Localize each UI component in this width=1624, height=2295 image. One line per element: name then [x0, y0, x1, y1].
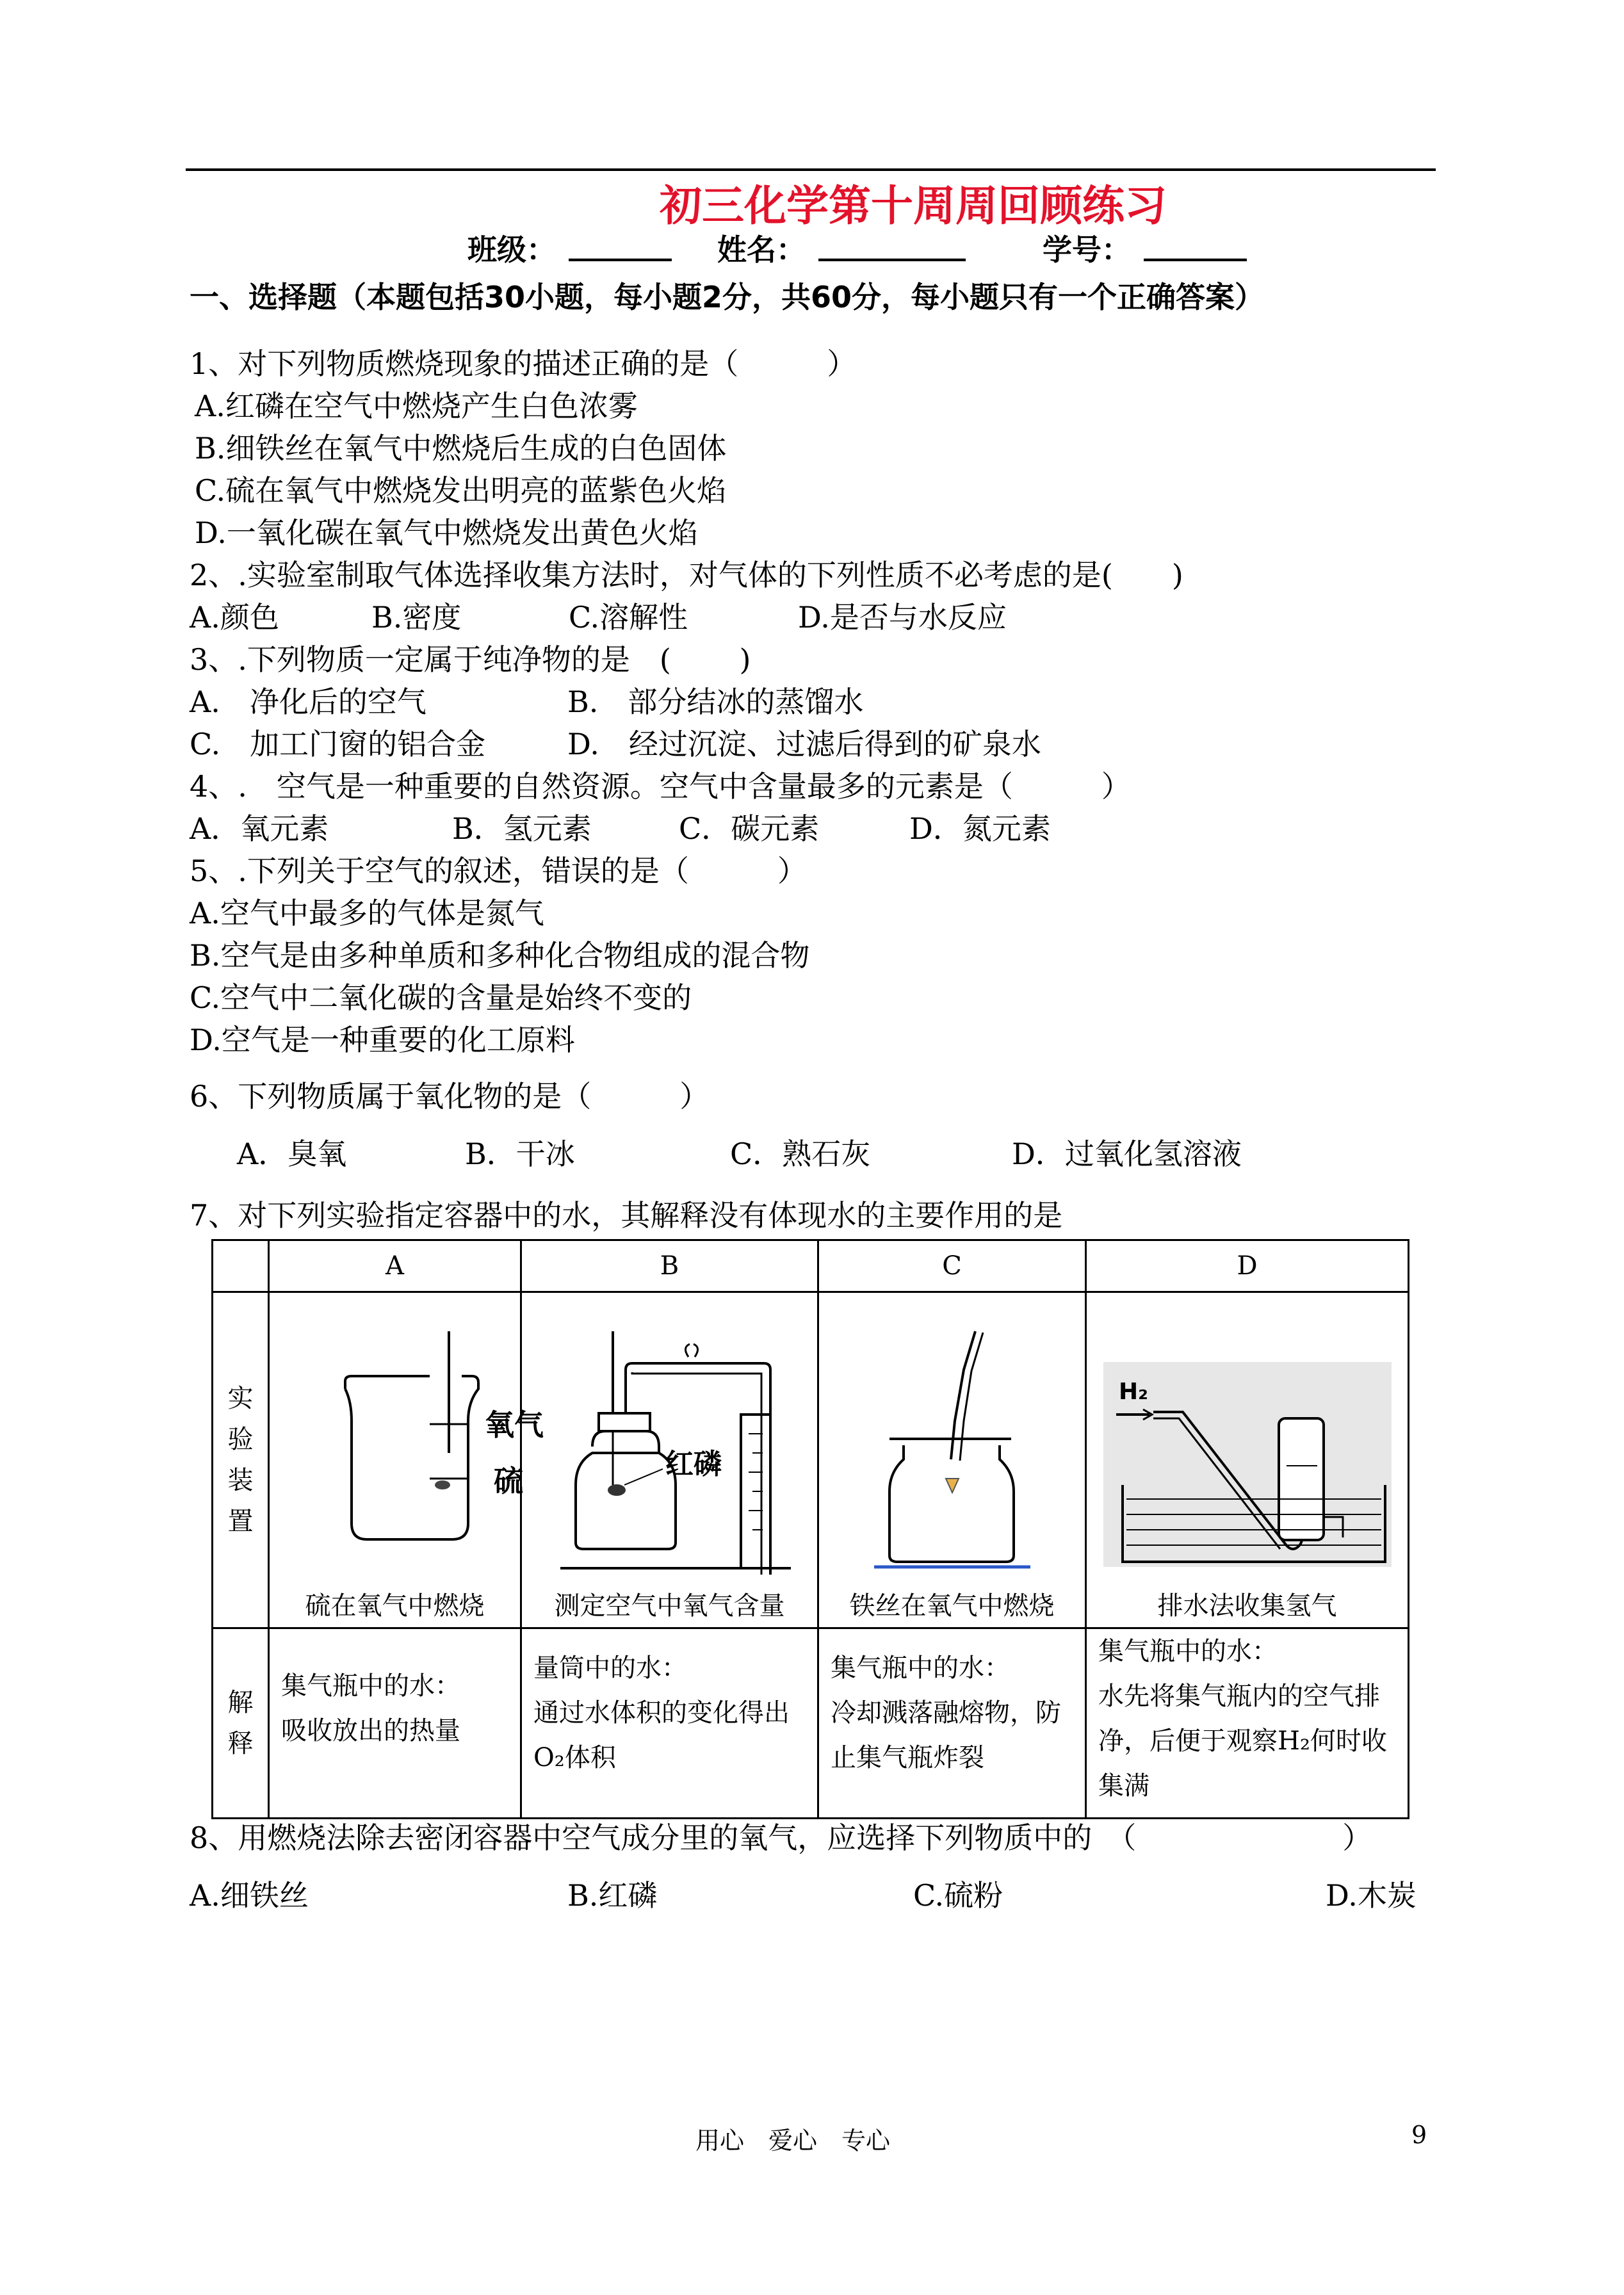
question-3-option-c[interactable]: C. 加工门窗的铝合金: [190, 727, 486, 761]
question-2-option-a[interactable]: A.颜色: [190, 600, 279, 635]
row-label-explanation: 解释: [213, 1628, 269, 1819]
question-2-option-b[interactable]: B.密度: [371, 600, 462, 635]
question-3-stem: 3、.下列物质一定属于纯净物的是 ( ): [190, 642, 751, 677]
apparatus-cell-a: [269, 1292, 544, 1628]
top-rule: [186, 168, 1436, 171]
question-5-option-a[interactable]: A.空气中最多的气体是氮气: [190, 896, 544, 930]
label-red-phosphorus: 红磷: [665, 1448, 722, 1480]
question-8-option-b[interactable]: B.红磷: [567, 1878, 658, 1913]
explanation-cell-d: [1086, 1628, 1409, 1819]
section-heading: 一、选择题（本题包括30小题，每小题2分，共60分，每小题只有一个正确答案）: [190, 280, 1265, 314]
experiment-table: [211, 1239, 1409, 1819]
page-number: 9: [1411, 2121, 1427, 2149]
column-label-a: A: [269, 1240, 521, 1292]
question-1-stem: 1、对下列物质燃烧现象的描述正确的是（ ）: [190, 346, 857, 381]
question-3-option-d[interactable]: D. 经过沉淀、过滤后得到的矿泉水: [567, 727, 1041, 761]
apparatus-cell-c: [818, 1292, 1086, 1628]
explanation-c-line-2: 冷却溅落融熔物，防止集气瓶炸裂: [831, 1698, 1061, 1772]
question-2-option-d[interactable]: D.是否与水反应: [798, 600, 1007, 635]
explanation-a-line-1: 集气瓶中的水：: [281, 1671, 460, 1701]
page-title: 初三化学第十周周回顾练习: [660, 181, 1167, 231]
column-label-b: B: [521, 1240, 818, 1292]
caption-c: 铁丝在氧气中燃烧: [849, 1591, 1055, 1621]
explanation-cell-a: [269, 1628, 521, 1819]
column-label-d: D: [1086, 1240, 1409, 1292]
question-6-option-b[interactable]: B．干冰: [465, 1137, 575, 1171]
explanation-b-line-1: 量筒中的水：: [533, 1653, 687, 1683]
explanation-cell-c: [818, 1628, 1086, 1819]
question-8-stem: 8、用燃烧法除去密闭容器中空气成分里的氧气，应选择下列物质中的 （ ）: [190, 1821, 1372, 1855]
name-label: 姓名：: [717, 232, 806, 267]
apparatus-cell-d: [1086, 1292, 1409, 1628]
phosphorus-figure: [522, 1293, 819, 1575]
question-8-option-a[interactable]: A.细铁丝: [190, 1878, 309, 1913]
header-corner-cell: [213, 1240, 269, 1292]
label-oxygen: 氧气: [485, 1407, 544, 1442]
question-4-option-c[interactable]: C．碳元素: [679, 811, 820, 846]
explanation-a-line-2: 吸收放出的热量: [281, 1716, 460, 1746]
class-label: 班级：: [467, 232, 556, 267]
question-1-option-d[interactable]: D.一氧化碳在氧气中燃烧发出黄色火焰: [195, 515, 698, 550]
question-1-option-a[interactable]: A.红磷在空气中燃烧产生白色浓雾: [195, 389, 638, 423]
id-label: 学号：: [1043, 232, 1131, 267]
caption-a: 硫在氧气中燃烧: [305, 1591, 485, 1621]
sulfur-jar-figure: [270, 1293, 544, 1575]
table-row-explanation: [213, 1628, 1409, 1819]
question-4-stem: 4、. 空气是一种重要的自然资源。空气中含量最多的元素是（ ）: [190, 769, 1131, 804]
caption-d: 排水法收集氢气: [1157, 1591, 1337, 1621]
explanation-c-line-1: 集气瓶中的水：: [831, 1653, 1010, 1683]
row-label-apparatus: 实验装置: [213, 1292, 269, 1628]
question-7-stem: 7、对下列实验指定容器中的水，其解释没有体现水的主要作用的是: [190, 1198, 1063, 1233]
question-8-option-c[interactable]: C.硫粉: [913, 1878, 1003, 1913]
question-3-option-b[interactable]: B. 部分结冰的蒸馏水: [567, 685, 864, 719]
question-3-option-a[interactable]: A. 净化后的空气: [190, 685, 426, 719]
column-label-c: C: [818, 1240, 1086, 1292]
explanation-cell-b: [521, 1628, 818, 1819]
table-header-row: [213, 1240, 1409, 1292]
footer-motto: 用心 爱心 专心: [695, 2127, 891, 2155]
question-6-option-d[interactable]: D．过氧化氢溶液: [1012, 1137, 1242, 1171]
explanation-b-line-2: 通过水体积的变化得出O₂体积: [533, 1698, 790, 1772]
name-blank[interactable]: __________: [818, 227, 966, 261]
id-blank[interactable]: _______: [1144, 227, 1247, 261]
question-2-stem: 2、.实验室制取气体选择收集方法时，对气体的下列性质不必考虑的是( ): [190, 558, 1183, 592]
explanation-d-line-1: 集气瓶中的水：: [1098, 1637, 1278, 1666]
question-5-stem: 5、.下列关于空气的叙述，错误的是（ ）: [190, 854, 807, 888]
question-5-option-c[interactable]: C.空气中二氧化碳的含量是始终不变的: [190, 980, 692, 1015]
question-8-option-d[interactable]: D.木炭: [1326, 1878, 1417, 1913]
question-5-option-b[interactable]: B.空气是由多种单质和多种化合物组成的混合物: [190, 938, 810, 973]
label-h2: H₂: [1119, 1379, 1148, 1405]
question-6-stem: 6、下列物质属于氧化物的是（ ）: [190, 1079, 710, 1114]
label-sulfur: 硫: [494, 1464, 523, 1498]
question-6-option-a[interactable]: A．臭氧: [237, 1137, 347, 1171]
iron-wire-figure: [819, 1293, 1087, 1575]
question-1-option-c[interactable]: C.硫在氧气中燃烧发出明亮的蓝紫色火焰: [195, 473, 727, 508]
question-4-option-b[interactable]: B．氢元素: [452, 811, 592, 846]
hydrogen-collection-figure: [1087, 1293, 1409, 1575]
class-blank[interactable]: _______: [569, 227, 672, 261]
explanation-d-line-2: 水先将集气瓶内的空气排净，后便于观察H₂何时收集满: [1098, 1682, 1387, 1801]
question-5-option-d[interactable]: D.空气是一种重要的化工原料: [190, 1023, 575, 1057]
question-1-option-b[interactable]: B.细铁丝在氧气中燃烧后生成的白色固体: [195, 431, 727, 466]
question-2-option-c[interactable]: C.溶解性: [569, 600, 688, 635]
caption-b: 测定空气中氧气含量: [554, 1591, 785, 1621]
apparatus-cell-b: [521, 1292, 818, 1628]
question-6-option-c[interactable]: C．熟石灰: [730, 1137, 871, 1171]
table-row-apparatus: [213, 1292, 1409, 1628]
question-4-option-a[interactable]: A．氧元素: [190, 811, 329, 846]
question-4-option-d[interactable]: D．氮元素: [909, 811, 1051, 846]
